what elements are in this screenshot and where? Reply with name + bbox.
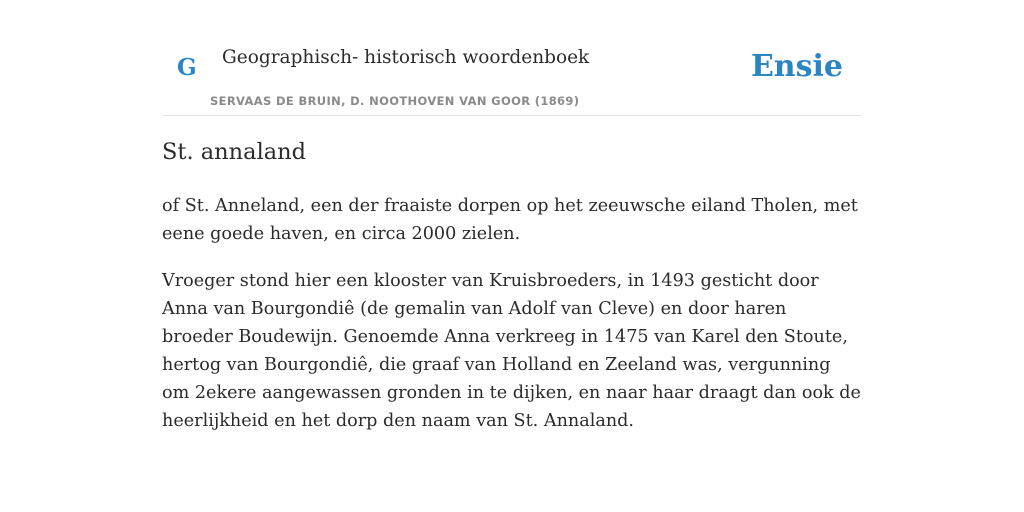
book-authors: SERVAAS DE BRUIN, D. NOOTHOVEN VAN GOOR (1869) (210, 94, 580, 108)
book-header (162, 40, 862, 116)
entry-paragraph-2: Vroeger stond hier een klooster van Kruisbroeders, in 1493 gesticht door Anna van Bourgondiê (de gemalin van Adolf van Cleve) en door haren broeder Boudewijn. Genoemde Anna verkreeg in 1475 van Karel den Stoute, hertog van Bourgondiê, die graaf van Holland en Zeeland was, vergunning om 2ekere aangewassen gronden in te dijken, en naar haar draagt dan ook de heerlijkheid en het dorp den naam van St. Annaland. (162, 271, 861, 431)
book-title[interactable]: Geographisch- historisch woordenboek (222, 47, 590, 68)
entry-paragraph-1: of St. Anneland, een der fraaiste dorpen op het zeeuwsche eiland Tholen, met eene goede haven, en circa 2000 zielen. (162, 196, 858, 244)
book-letter-icon: G (177, 54, 197, 81)
entry-body (162, 192, 862, 454)
ensie-logo[interactable]: Ensie (750, 49, 843, 84)
entry-title: St. annaland (162, 139, 307, 165)
